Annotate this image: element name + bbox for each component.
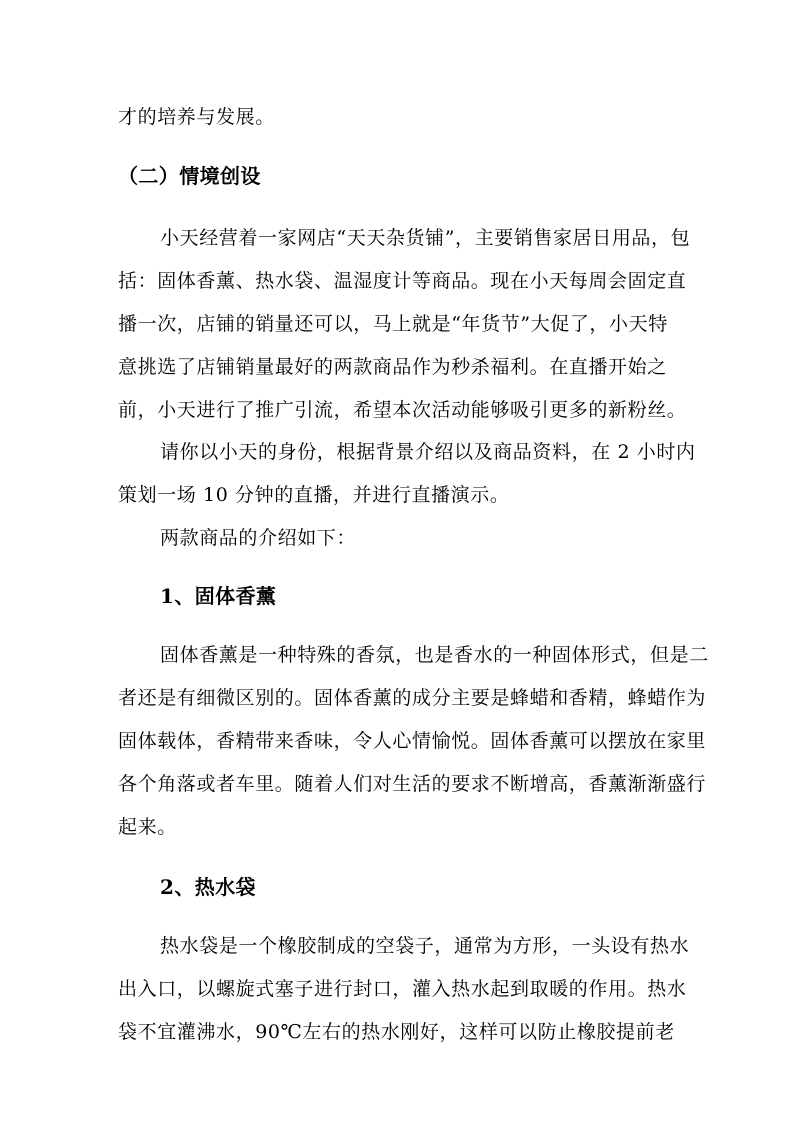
paragraph-line: 起来。 xyxy=(118,816,177,838)
paragraph-line: 括：固体香薰、热水袋、温湿度计等商品。现在小天每周会固定直 xyxy=(118,270,687,292)
paragraph-line: 者还是有细微区别的。固体香薰的成分主要是蜂蜡和香精，蜂蜡作为 xyxy=(118,687,707,709)
section-title: （二）情境创设 xyxy=(118,164,261,188)
paragraph-line: 意挑选了店铺销量最好的两款商品作为秒杀福利。在直播开始之 xyxy=(118,356,667,378)
paragraph-line: 出入口，以螺旋式塞子进行封口，灌入热水起到取暖的作用。热水 xyxy=(118,978,687,1000)
paragraph-line: 前，小天进行了推广引流，希望本次活动能够吸引更多的新粉丝。 xyxy=(118,399,687,421)
paragraph-line: 热水袋是一个橡胶制成的空袋子，通常为方形，一头设有热水 xyxy=(160,935,690,957)
paragraph-line: 袋不宜灌沸水，90℃左右的热水刚好，这样可以防止橡胶提前老 xyxy=(118,1021,675,1043)
paragraph-line: 固体载体，香精带来香味，令人心情愉悦。固体香薰可以摆放在家里 xyxy=(118,730,707,752)
paragraph-line: 小天经营着一家网店“天天杂货铺”，主要销售家居日用品，包 xyxy=(160,227,691,249)
paragraph-line: 播一次，店铺的销量还可以，马上就是“年货节”大促了，小天特 xyxy=(118,313,668,335)
scenario-paragraph-3: 两款商品的介绍如下： xyxy=(160,527,357,549)
product-2-title: 2、热水袋 xyxy=(160,875,256,899)
paragraph-line: 请你以小天的身份，根据背景介绍以及商品资料，在 2 小时内 xyxy=(160,441,696,463)
product-1-title: 1、固体香薰 xyxy=(160,584,277,608)
intro-tail-text: 才的培养与发展。 xyxy=(118,106,275,128)
paragraph-line: 各个角落或者车里。随着人们对生活的要求不断增高，香薰渐渐盛行 xyxy=(118,773,707,795)
paragraph-line: 固体香薰是一种特殊的香氛，也是香水的一种固体形式，但是二 xyxy=(160,644,709,666)
paragraph-line: 策划一场 10 分钟的直播，并进行直播演示。 xyxy=(118,484,510,506)
